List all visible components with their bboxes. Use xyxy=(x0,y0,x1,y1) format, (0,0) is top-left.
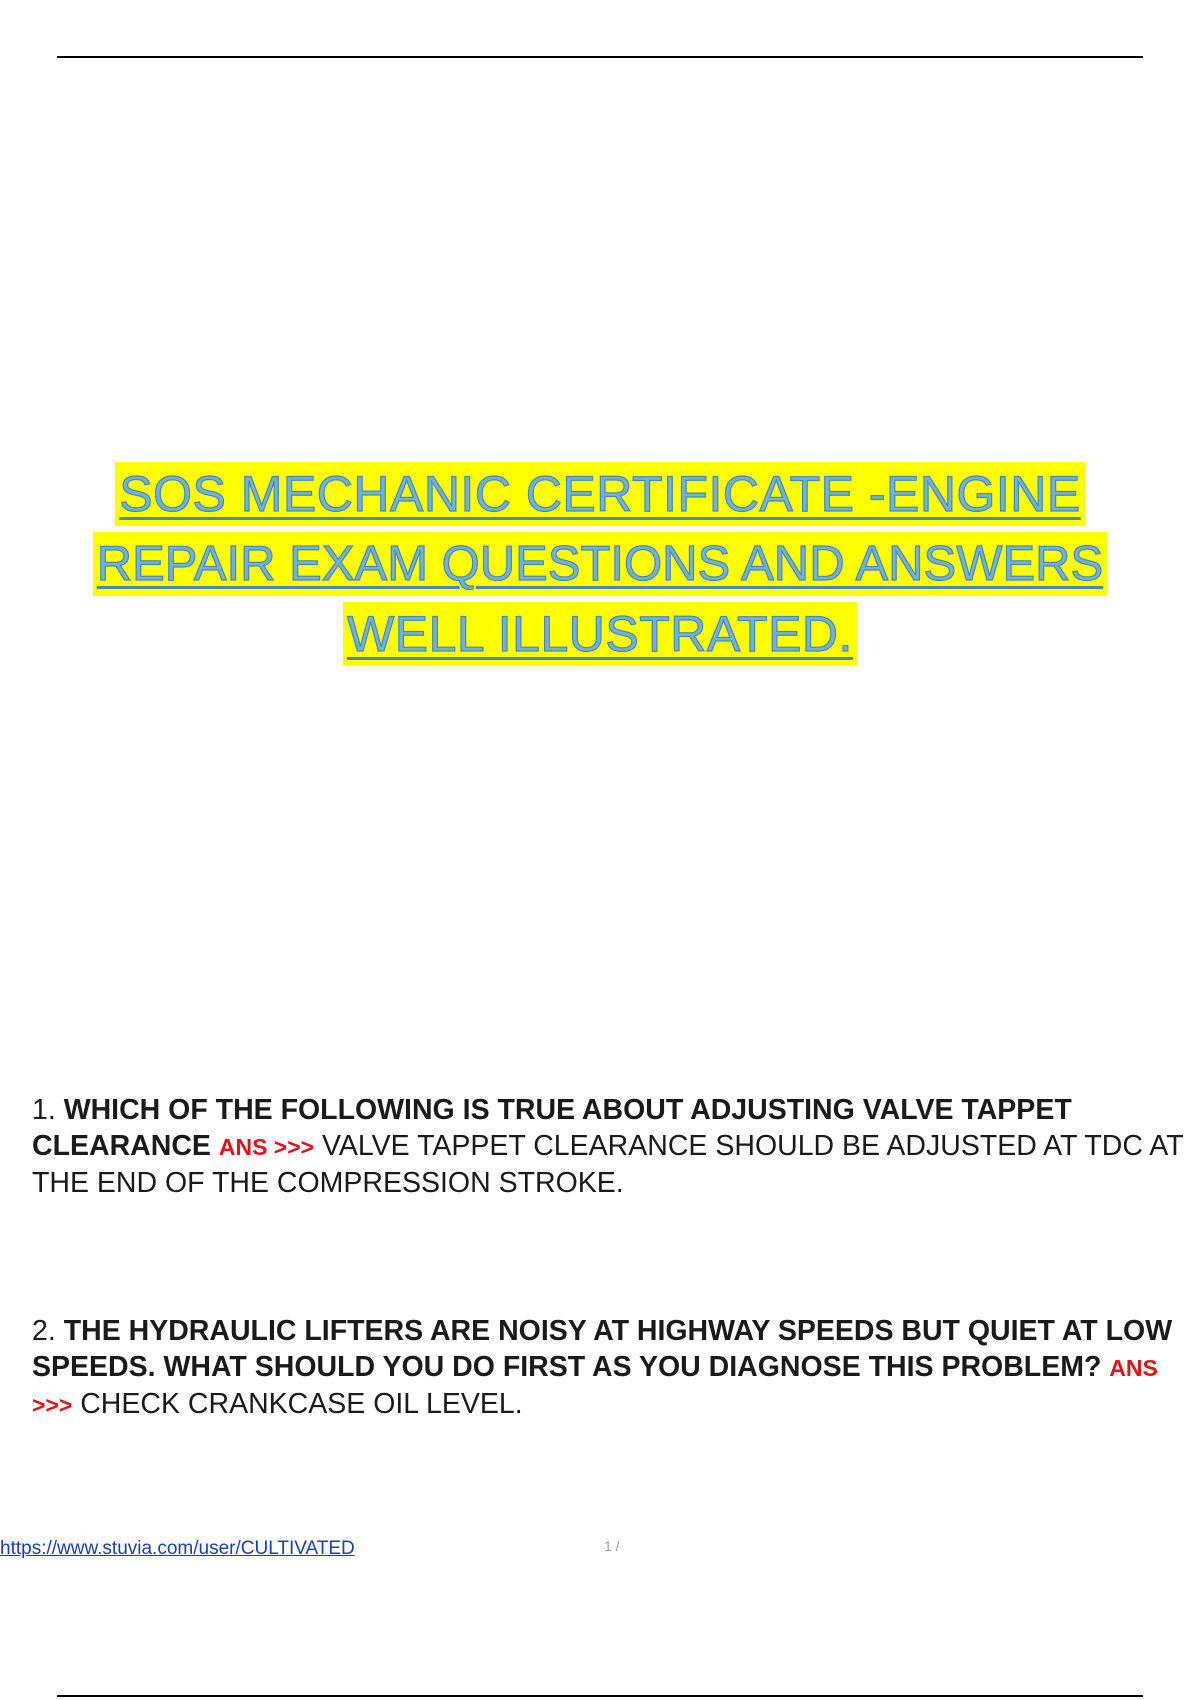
question-item-1 xyxy=(32,1092,1192,1201)
question-item-2 xyxy=(32,1313,1192,1423)
title-line-3 xyxy=(0,602,1200,672)
answer-text: VALVE TAPPET CLEARANCE SHOULD BE ADJUSTED AT TDC AT THE END OF THE COMPRESSION STROKE. xyxy=(32,1130,1184,1199)
title-line-1 xyxy=(0,462,1200,532)
bottom-rule xyxy=(57,1695,1143,1697)
title-line-2 xyxy=(0,532,1200,602)
answer-marker: ANS >>> xyxy=(32,1355,1158,1418)
title-line-2-text: REPAIR EXAM QUESTIONS AND ANSWERS xyxy=(93,532,1108,596)
question-number: 1. xyxy=(32,1094,56,1126)
stuvia-user-link[interactable]: https://www.stuvia.com/user/CULTIVATED xyxy=(0,1538,355,1559)
page-number: 1 / xyxy=(604,1538,620,1554)
question-text: THE HYDRAULIC LIFTERS ARE NOISY AT HIGHWAY SPEEDS BUT QUIET AT LOW SPEEDS. WHAT SHOULD YOU DO FIRST AS YOU DIAGNOSE THIS PROBLEM? xyxy=(32,1315,1173,1383)
top-rule xyxy=(57,56,1143,58)
title-line-1-text: SOS MECHANIC CERTIFICATE -ENGINE xyxy=(115,462,1084,526)
question-text: WHICH OF THE FOLLOWING IS TRUE ABOUT ADJUSTING VALVE TAPPET CLEARANCE xyxy=(32,1094,1072,1162)
document-title xyxy=(0,462,1200,672)
question-number: 2. xyxy=(32,1315,56,1347)
answer-marker: ANS >>> xyxy=(218,1134,315,1160)
title-line-3-text: WELL ILLUSTRATED. xyxy=(343,602,857,666)
answer-text: CHECK CRANKCASE OIL LEVEL. xyxy=(80,1388,523,1420)
